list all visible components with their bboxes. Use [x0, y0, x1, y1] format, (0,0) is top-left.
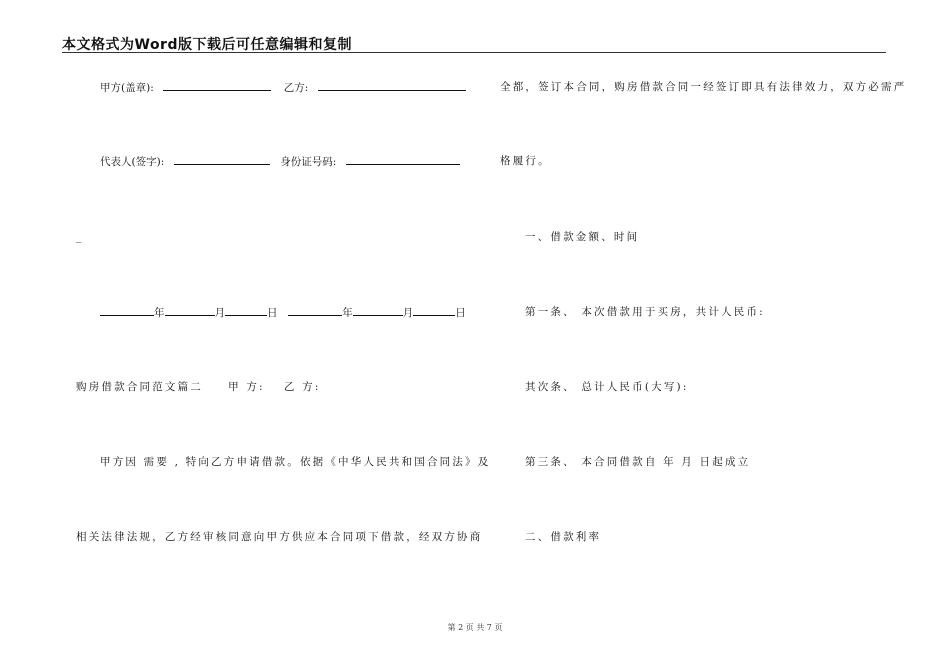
paragraph-1-line-1: 甲方因 需要 , 特向乙方申请借款。依据《中华人民共和国合同法》及	[100, 456, 491, 468]
document-header-title: 本文格式为Word版下载后可任意编辑和复制	[62, 37, 352, 53]
date-month-label-1: 月	[214, 307, 225, 319]
article-3: 第三条、 本合同借款自 年 月 日起成立	[525, 456, 751, 468]
party-b-label: 乙方:	[283, 82, 309, 94]
date-month-blank-1	[165, 305, 215, 316]
party-a-short-label: 甲 方:	[228, 381, 265, 393]
date-year-label-1: 年	[154, 307, 165, 319]
party-b-blank	[318, 80, 466, 91]
date-day-label-1: 日	[267, 307, 278, 319]
section-title: 购房借款合同范文篇二	[76, 381, 203, 393]
id-number-blank	[346, 154, 460, 165]
date-month-label-2: 月	[402, 307, 414, 319]
rep-sign-blank	[174, 154, 270, 165]
heading-loan-amount-time: 一、借款金额、时间	[525, 231, 640, 243]
paragraph-1-line-2: 相关法律法规，乙方经审核同意向甲方供应本合同项下借款，经双方协商	[76, 531, 483, 543]
date-year-label-2: 年	[342, 307, 353, 319]
signature-line-party-a	[100, 80, 466, 95]
party-a-seal-blank	[163, 80, 271, 91]
date-year-blank-1	[100, 305, 154, 316]
section-heading-line	[76, 380, 321, 394]
date-day-label-2: 日	[455, 307, 466, 319]
page-number: 第 2 页 共 7 页	[447, 623, 503, 632]
heading-loan-interest-rate: 二、借款利率	[525, 531, 602, 543]
paragraph-cont-line-1: 全都，签订本合同，购房借款合同一经签订即具有法律效力，双方必需严	[500, 81, 907, 93]
date-year-blank-2	[288, 305, 342, 316]
header-divider	[62, 52, 886, 53]
paragraph-cont-line-2: 格履行。	[500, 155, 551, 167]
date-month-blank-2	[353, 305, 403, 316]
date-day-blank-2	[413, 305, 455, 316]
id-number-label: 身份证号码:	[280, 156, 337, 168]
date-line	[100, 305, 466, 320]
party-b-short-label: 乙 方:	[283, 381, 321, 393]
article-2: 其次条、 总计人民币(大写):	[525, 381, 689, 393]
signature-line-representative	[100, 154, 460, 169]
party-a-seal-label: 甲方(盖章):	[100, 82, 154, 94]
rep-sign-label: 代表人(签字):	[100, 156, 165, 168]
stray-mark: _	[76, 231, 82, 243]
date-day-blank-1	[225, 305, 267, 316]
article-1: 第一条、 本次借款用于买房，共计人民币:	[525, 306, 765, 318]
